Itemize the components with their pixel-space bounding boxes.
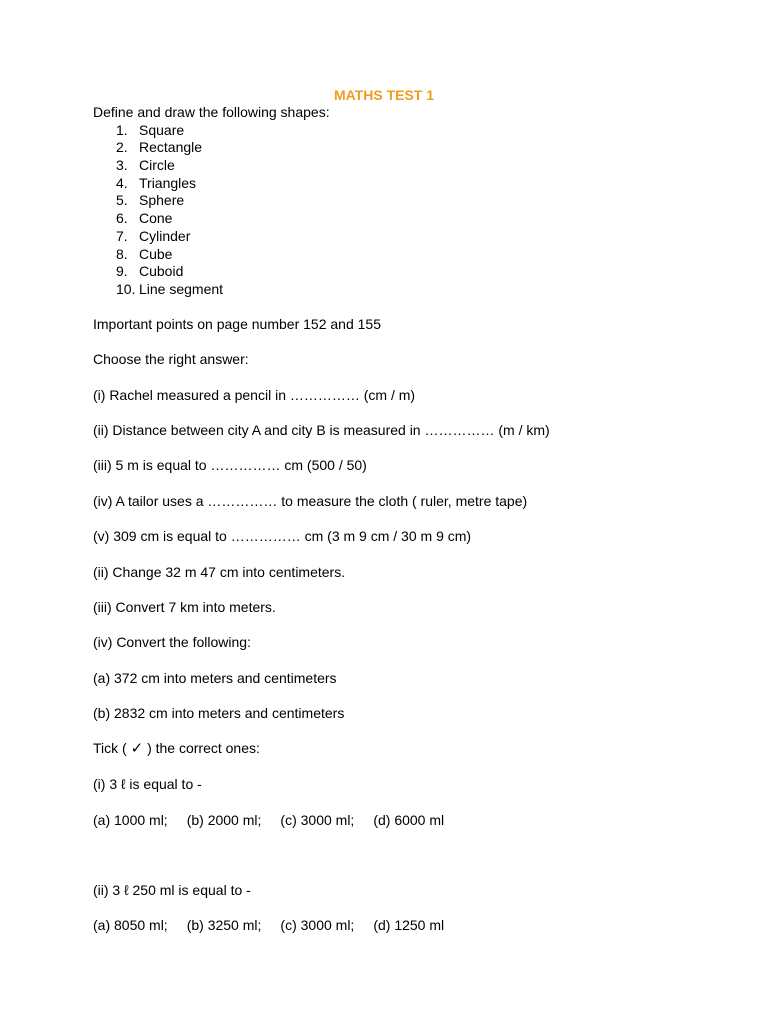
option-b: (b) 2000 ml; (186, 812, 262, 828)
page-title: MATHS TEST 1 (333, 87, 435, 103)
question-text: (ii) Distance between city A and city B is measured in …………… (m / km) (93, 422, 550, 438)
list-number: 8. (116, 246, 128, 262)
list-number: 10. (116, 281, 136, 297)
question-text: (ii) Change 32 m 47 cm into centimeters. (93, 564, 346, 580)
question-text: (i) Rachel measured a pencil in …………… (cm / m) (93, 387, 416, 403)
option-d: (d) 1250 ml (373, 917, 445, 933)
list-label: Line segment (139, 281, 224, 297)
option-b: (b) 3250 ml; (186, 917, 262, 933)
instruction-text: Define and draw the following shapes: (93, 104, 330, 120)
question-text: (i) 3 ℓ is equal to - (93, 776, 202, 792)
tick-heading (93, 739, 260, 757)
list-number: 5. (116, 192, 128, 208)
list-number: 2. (116, 139, 128, 155)
tick-prefix: Tick ( (93, 740, 127, 756)
list-number: 7. (116, 228, 128, 244)
choose-heading: Choose the right answer: (93, 351, 249, 367)
list-label: Cylinder (139, 228, 191, 244)
option-c: (c) 3000 ml; (280, 917, 355, 933)
question-text: (iii) Convert 7 km into meters. (93, 599, 276, 615)
important-points-text: Important points on page number 152 and 155 (93, 316, 381, 332)
list-label: Sphere (139, 192, 185, 208)
tick-suffix: ) the correct ones: (147, 740, 260, 756)
options-row (93, 811, 444, 829)
option-d: (d) 6000 ml (373, 812, 445, 828)
list-label: Cube (139, 246, 173, 262)
list-number: 4. (116, 175, 128, 191)
list-number: 3. (116, 157, 128, 173)
options-row (93, 916, 444, 934)
list-label: Square (139, 122, 185, 138)
question-text: (v) 309 cm is equal to …………… cm (3 m 9 cm / 30 m 9 cm) (93, 528, 472, 544)
list-label: Circle (139, 157, 175, 173)
check-icon: ✓ (130, 739, 144, 757)
question-text: (iv) A tailor uses a …………… to measure the cloth ( ruler, metre tape) (93, 493, 528, 509)
list-label: Cuboid (139, 263, 184, 279)
convert-heading: (iv) Convert the following: (93, 634, 251, 650)
question-text: (b) 2832 cm into meters and centimeters (93, 705, 345, 721)
question-text: (iii) 5 m is equal to …………… cm (500 / 50) (93, 457, 367, 473)
option-a: (a) 1000 ml; (93, 812, 168, 828)
option-c: (c) 3000 ml; (280, 812, 355, 828)
list-number: 9. (116, 263, 128, 279)
option-a: (a) 8050 ml; (93, 917, 168, 933)
list-number: 1. (116, 122, 128, 138)
question-text: (ii) 3 ℓ 250 ml is equal to - (93, 882, 251, 898)
list-label: Rectangle (139, 139, 203, 155)
list-label: Triangles (139, 175, 197, 191)
question-text: (a) 372 cm into meters and centimeters (93, 670, 337, 686)
list-label: Cone (139, 210, 173, 226)
list-number: 6. (116, 210, 128, 226)
